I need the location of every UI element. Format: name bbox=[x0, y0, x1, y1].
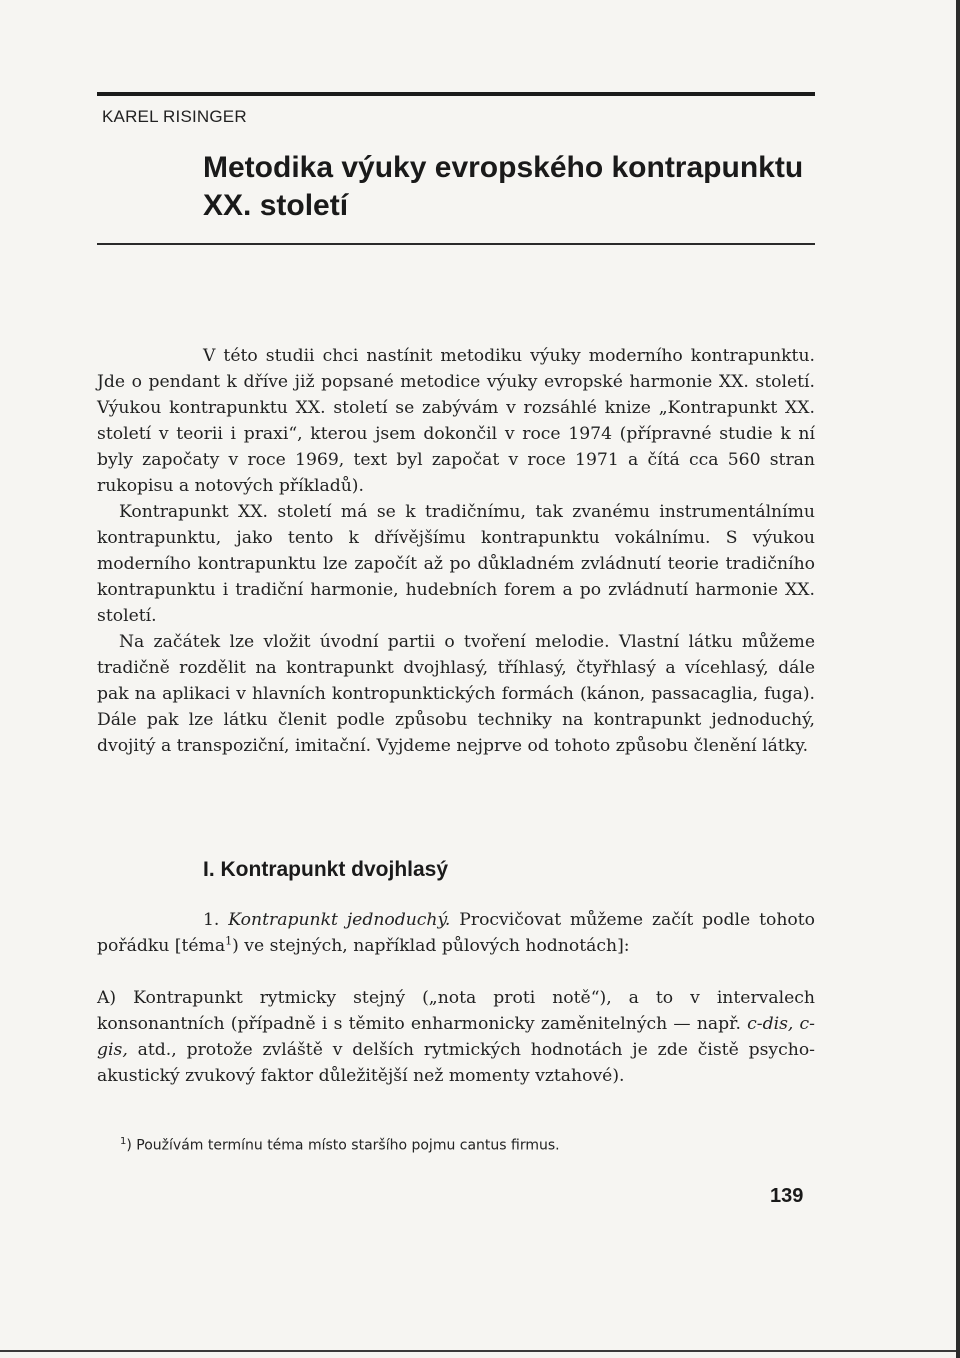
text-run: A) Kontrapunkt rytmicky stejný („nota proti notě“), a to v intervalech konsonantních (případně i s těmito enharmonicky zaměnitelných — např. bbox=[97, 988, 815, 1034]
right-edge bbox=[956, 0, 960, 1358]
title-line-1: Metodika výuky evropského kontrapunktu bbox=[203, 151, 804, 184]
section-text bbox=[97, 907, 815, 1089]
paragraph bbox=[97, 985, 815, 1089]
title-line-2: XX. století bbox=[203, 189, 349, 222]
footnote-reference[interactable]: 1 bbox=[225, 934, 233, 948]
paragraph: V této studii chci nastínit metodiku výuky moderního kontrapunktu. Jde o pendant k dříve již popsané metodice výuky evropské harmonie XX. století. Výukou kontrapunktu XX. století se zabývám v rozsáhlé knize „Kontrapunkt XX. století v teorii i praxi“, kterou jsem dokončil v roce 1974 (přípravné studie k ní byly započaty v roce 1969, text byl započat v roce 1971 a čítá cca 560 stran rukopisu a notových příkladů). bbox=[97, 346, 815, 496]
text-run: Procvičovat můžeme začít podle tohoto pořádku [téma bbox=[97, 910, 815, 956]
paragraph: Kontrapunkt XX. století má se k tradičnímu, tak zvanému instrumentálnímu kontrapunktu, jako tento k dřívějšímu kontrapunktu vokálnímu. S výukou moderního kontrapunktu lze započít až po důkladném zvládnutí teorie tradičního kontrapunktu i tradiční harmonie, hudebních forem a po zvládnutí harmonie XX. století. bbox=[97, 502, 815, 626]
italic-term: Kontrapunkt jednoduchý. bbox=[228, 910, 451, 930]
text-run: ) ve stejných, například půlových hodnotách]: bbox=[232, 936, 630, 956]
author-name: KAREL RISINGER bbox=[102, 107, 247, 126]
article-title bbox=[203, 149, 823, 225]
footnote bbox=[120, 1136, 810, 1154]
paragraph: Na začátek lze vložit úvodní partii o tvoření melodie. Vlastní látku můžeme tradičně rozdělit na kontrapunkt dvojhlasý, tříhlasý, čtyřhlasý a vícehlasý, dále pak na aplikaci v hlavních kontropunktických formách (kánon, passacaglia, fuga). Dále pak lze látku členit podle způsobu techniky na kontrapunkt jednoduchý, dvojitý a transpoziční, imitační. Vyjdeme nejprve od tohoto způsobu členění látky. bbox=[97, 632, 815, 756]
bottom-edge bbox=[0, 1350, 960, 1352]
page-number: 139 bbox=[770, 1185, 804, 1207]
header-rule bbox=[97, 92, 815, 96]
intro-text bbox=[97, 343, 815, 759]
footnote-marker: 1 bbox=[120, 1136, 127, 1147]
footnote-text: ) Používám termínu téma místo staršího pojmu cantus firmus. bbox=[126, 1137, 560, 1154]
paragraph bbox=[97, 907, 815, 959]
item-number: 1. bbox=[203, 910, 220, 930]
text-run: atd., protože zvláště v delších rytmických hodnotách je zde čistě psycho-akustický zvukový faktor důležitější než momenty vztahové). bbox=[97, 1040, 815, 1086]
italic-term: c-dis, c-gis, bbox=[97, 1014, 815, 1060]
section-heading: I. Kontrapunkt dvojhlasý bbox=[203, 858, 449, 881]
title-rule bbox=[97, 243, 815, 245]
